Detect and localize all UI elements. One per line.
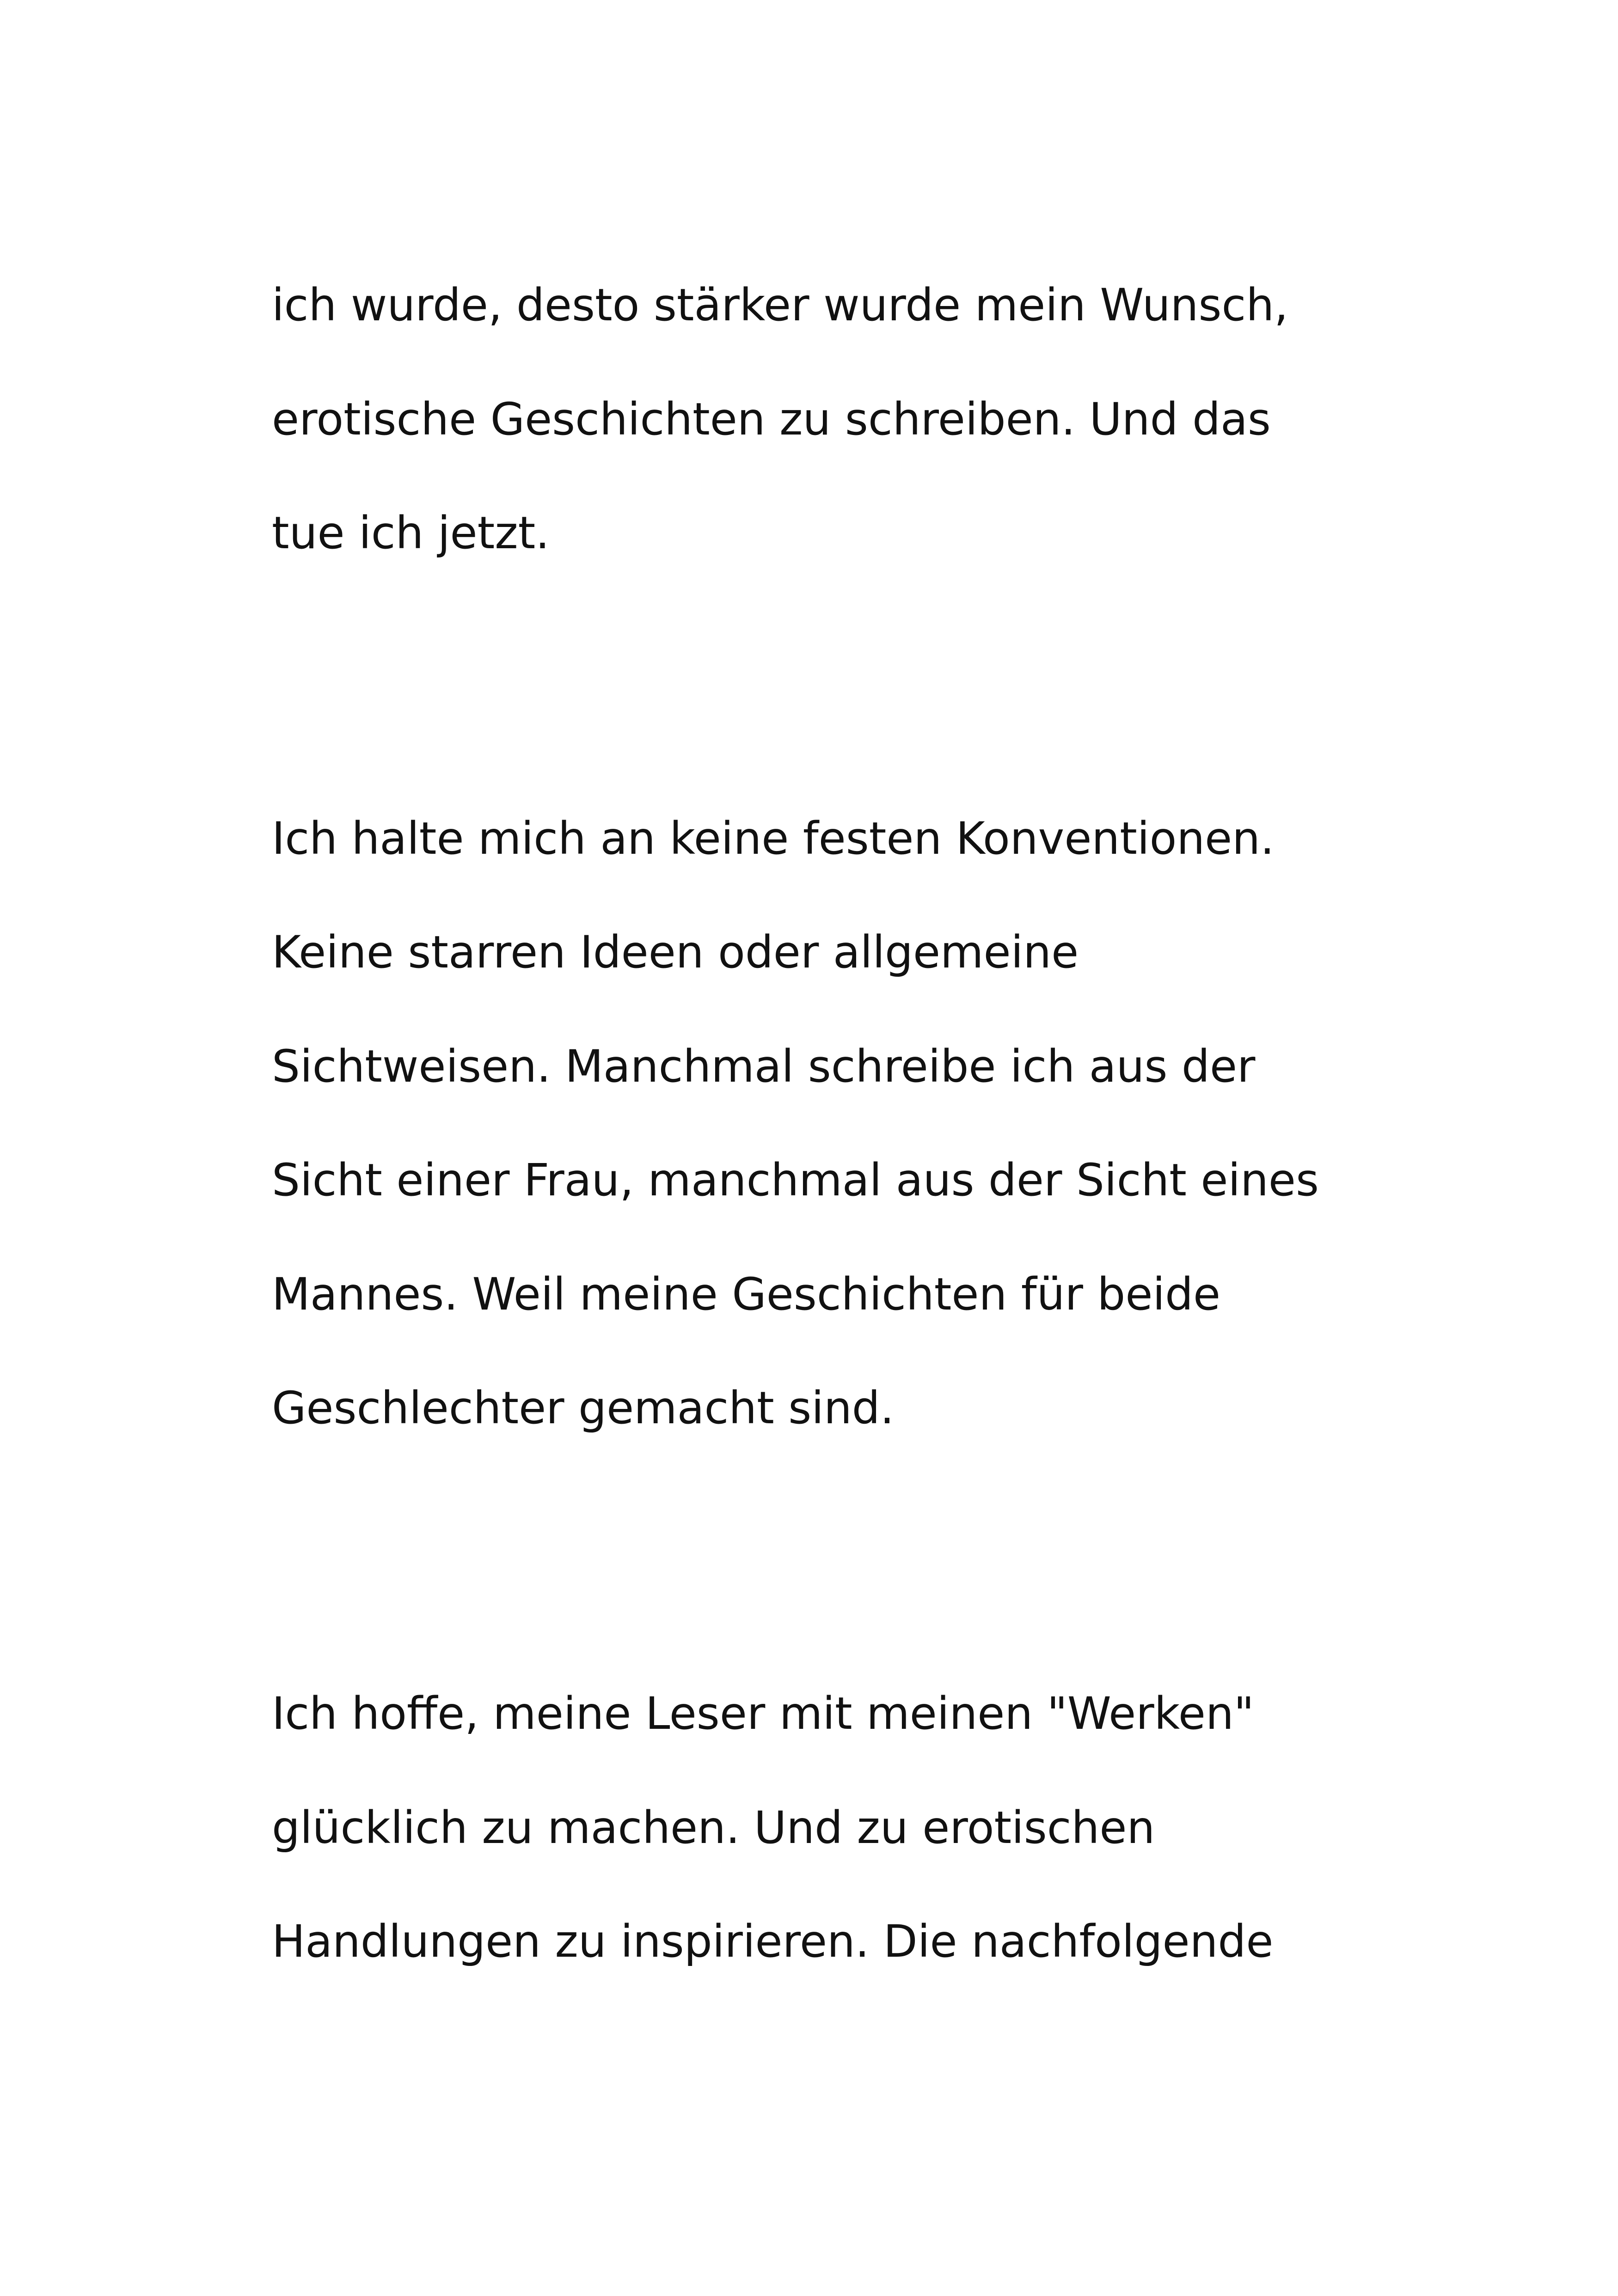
text-line: glücklich zu machen. Und zu erotischen	[272, 1802, 1155, 1854]
text-line: ich wurde, desto stärker wurde mein Wunsch,	[272, 279, 1288, 331]
text-line: erotische Geschichten zu schreiben. Und das	[272, 393, 1271, 445]
text-line: Mannes. Weil meine Geschichten für beide	[272, 1268, 1221, 1320]
text-line: Sicht einer Frau, manchmal aus der Sicht eines	[272, 1154, 1319, 1206]
text-line: Ich halte mich an keine festen Konventionen.	[272, 813, 1275, 864]
text-line: Geschlechter gemacht sind.	[272, 1382, 895, 1434]
text-line: Ich hoffe, meine Leser mit meinen "Werken"	[272, 1688, 1254, 1739]
text-line: Keine starren Ideen oder allgemeine	[272, 926, 1079, 978]
text-line: Sichtweisen. Manchmal schreibe ich aus der	[272, 1041, 1256, 1092]
text-line: tue ich jetzt.	[272, 507, 550, 559]
text-line: Handlungen zu inspirieren. Die nachfolgende	[272, 1916, 1274, 1967]
